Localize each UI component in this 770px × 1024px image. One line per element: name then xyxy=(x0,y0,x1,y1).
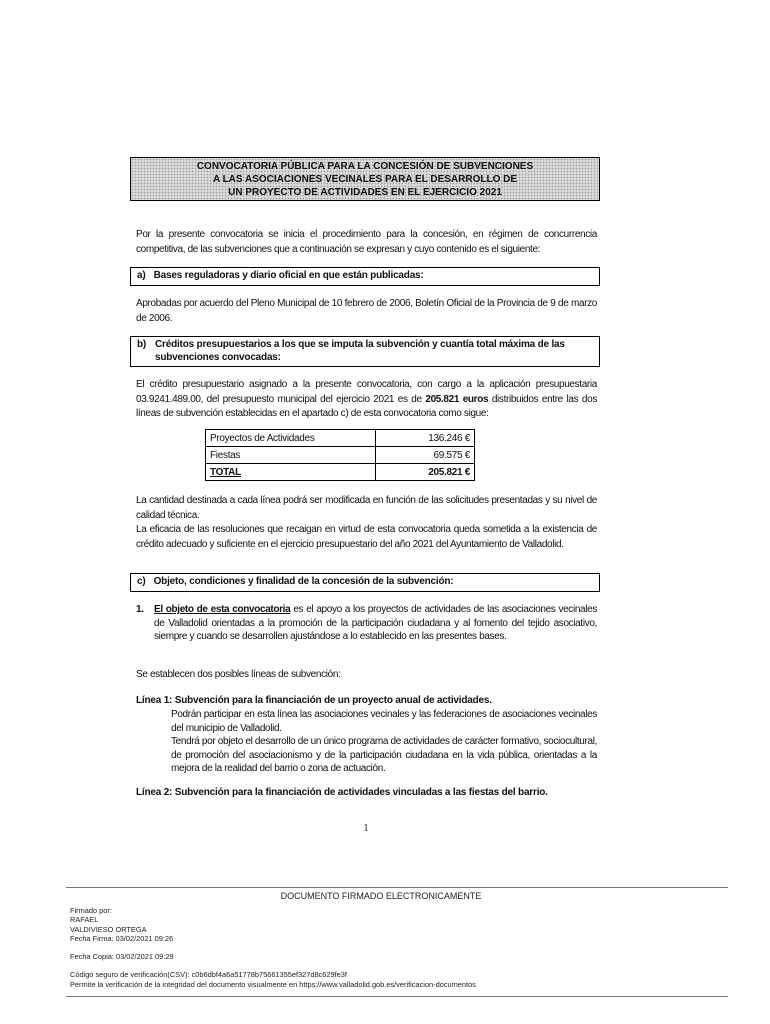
item-1-number: 1. xyxy=(136,604,144,615)
verification-note: Permite la verificación de la integridad del documento visualmente en https://www.valladolid.gob.es/verificacion-documentos xyxy=(70,980,476,989)
linea-1-body xyxy=(171,708,597,776)
item-1-lead: El objeto de esta convocatoria xyxy=(154,604,291,615)
sign-date: Fecha Firma: 03/02/2021 09:26 xyxy=(70,934,174,943)
copy-date: Fecha Copia: 03/02/2021 09:29 xyxy=(70,952,174,961)
section-b-label: Créditos presupuestarios a los que se imputa la subvención y cuantía total máxima de las subvenciones convocadas: xyxy=(155,339,565,363)
section-a-text: Aprobadas por acuerdo del Pleno Municipal de 10 febrero de 2006, Boletín Oficial de la Provincia de 9 de marzo de 2006. xyxy=(136,298,597,324)
footer-title: DOCUMENTO FIRMADO ELECTRONICAMENTE xyxy=(280,891,482,901)
section-a-letter: a) xyxy=(137,270,146,281)
section-b-text xyxy=(136,378,597,422)
section-a-header xyxy=(130,267,600,286)
title-line-1: CONVOCATORIA PÚBLICA PARA LA CONCESIÓN DE SUBVENCIONES xyxy=(196,161,534,172)
budget-concept: Proyectos de Actividades xyxy=(206,430,376,447)
intro-paragraph: Por la presente convocatoria se inicia el procedimiento para la concesión, en régimen de concurrencia competitiva, de las subvenciones que a continuación se expresan y cuyo contenido es el siguiente: xyxy=(136,229,597,255)
title-box xyxy=(130,157,600,201)
item-1-text: es el apoyo a los proyectos de actividades de las asociaciones vecinales de Valladolid orientadas a la promoción de la participación ciudadana y al fomento del tejido asociativo, siempre y cuando se desarrollen ajustándose a lo establecido en las presentes bases. xyxy=(154,604,597,642)
footer-top-rule xyxy=(66,887,728,888)
budget-table xyxy=(205,429,475,481)
footer-bottom-rule xyxy=(66,996,728,997)
budget-amount: 69.575 € xyxy=(376,447,475,464)
quantity-paragraph: La cantidad destinada a cada línea podrá ser modificada en función de las solicitudes presentadas y su nivel de calidad técnica. xyxy=(136,495,597,521)
section-c-header xyxy=(130,573,600,592)
efficacy-paragraph: La eficacia de las resoluciones que recaigan en virtud de esta convocatoria queda sometida a la existencia de crédito adecuado y suficiente en el ejercicio presupuestario del año 2021 del Ayuntamiento de Valladolid. xyxy=(136,524,597,550)
section-b-text-pre: El crédito presupuestario asignado a la presente convocatoria, con cargo a la aplicación presupuestaria 03.9241.489.00, del presupuesto municipal del ejercicio 2021 es de xyxy=(136,379,597,405)
section-b-text-post: distribuidos entre las dos líneas de subvención establecidas en el apartado c) de esta convocatoria como sigue: xyxy=(136,393,597,419)
section-c-letter: c) xyxy=(137,576,146,587)
table-row xyxy=(206,447,475,464)
budget-concept: Fiestas xyxy=(206,447,376,464)
title-line-2: A LAS ASOCIACIONES VECINALES PARA EL DESARROLLO DE xyxy=(212,174,518,185)
linea-1-paragraph-2: Tendrá por objeto el desarrollo de un único programa de actividades de carácter formativo, sociocultural, de promoción del asociacionismo y de la participación ciudadana en la vida pública, orientadas a la mejora de la realidad del barrio o zona de actuación. xyxy=(171,736,597,774)
signed-by-label: Firmado por: xyxy=(70,906,112,915)
section-b-header xyxy=(130,336,600,367)
budget-amount: 136.246 € xyxy=(376,430,475,447)
linea-1-heading: Línea 1: Subvención para la financiación de un proyecto anual de actividades. xyxy=(136,695,492,706)
title-line-3: UN PROYECTO DE ACTIVIDADES EN EL EJERCICIO 2021 xyxy=(228,187,502,198)
linea-2-heading: Línea 2: Subvención para la financiación de actividades vinculadas a las fiestas del barrio. xyxy=(136,787,548,798)
csv-code: Código seguro de verificación(CSV): c0b6dbf4a6a51778b75661355ef327d8c629fe3f xyxy=(70,970,347,979)
section-b-amount: 205.821 euros xyxy=(425,393,489,405)
linea-1-paragraph-1: Podrán participar en esta línea las asociaciones vecinales y las federaciones de asociaciones vecinales del municipio de Valladolid. xyxy=(171,709,597,734)
table-row-total xyxy=(206,464,475,481)
signer-name-2: VALDIVIESO ORTEGA xyxy=(70,925,147,934)
section-a-label: Bases reguladoras y diario oficial en que están publicadas: xyxy=(153,270,424,281)
section-c-label: Objeto, condiciones y finalidad de la concesión de la subvención: xyxy=(153,576,454,587)
signer-name-1: RAFAEL xyxy=(70,915,99,924)
budget-total-label: TOTAL xyxy=(206,464,376,481)
budget-total-amount: 205.821 € xyxy=(376,464,475,481)
table-row xyxy=(206,430,475,447)
item-1 xyxy=(136,603,597,644)
section-b-letter: b) xyxy=(137,339,147,350)
page-number: 1 xyxy=(363,823,369,834)
lines-intro: Se establecen dos posibles líneas de subvención: xyxy=(136,669,341,680)
